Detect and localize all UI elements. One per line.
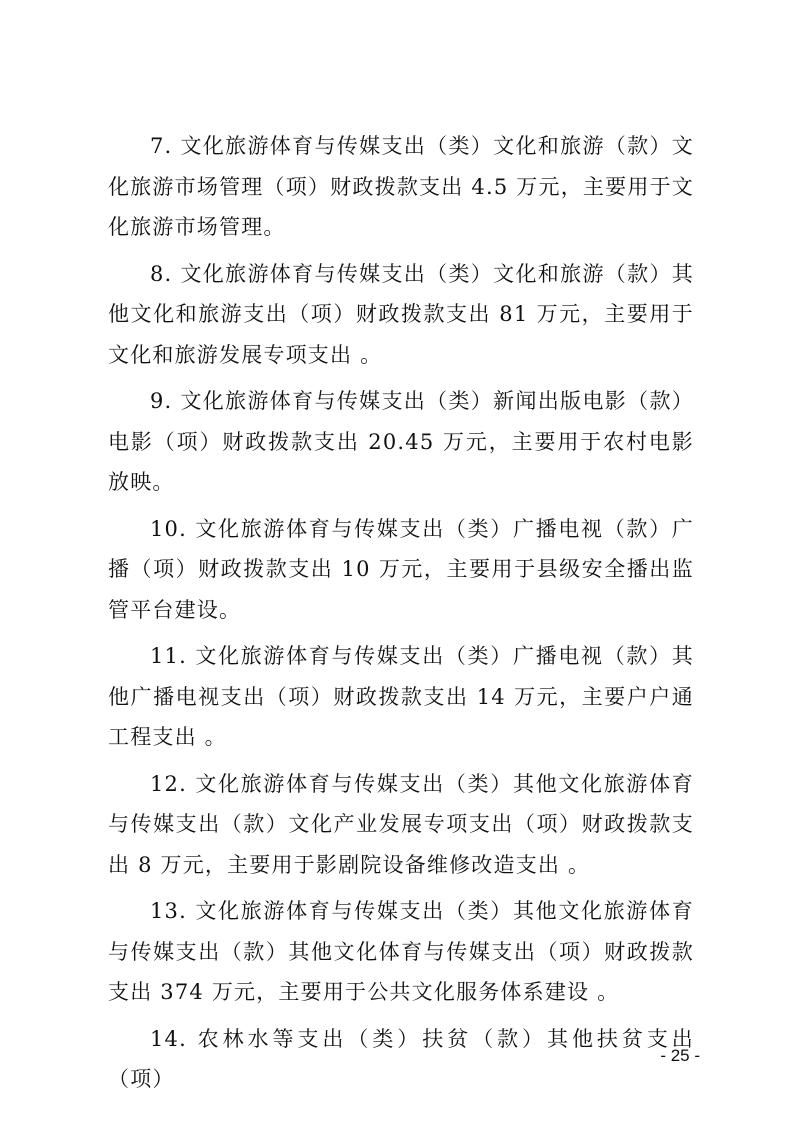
paragraph-item-10: 10. 文化旅游体育与传媒支出（类）广播电视（款）广播（项）财政拨款支出 10 万元，主要用于县级安全播出监管平台建设。: [108, 516, 694, 622]
paragraph-item-8: 8. 文化旅游体育与传媒支出（类）文化和旅游（款）其他文化和旅游支出（项）财政拨款支出 81 万元，主要用于文化和旅游发展专项支出 。: [108, 261, 694, 367]
page-number: - 25 -: [660, 1046, 700, 1065]
document-body: [108, 126, 694, 1106]
paragraph-item-9: 9. 文化旅游体育与传媒支出（类）新闻出版电影（款）电影（项）财政拨款支出 20.45 万元，主要用于农村电影放映。: [108, 389, 694, 494]
paragraph-item-14: 14. 农林水等支出（类）扶贫（款）其他扶贫支出（项）: [108, 1026, 694, 1091]
paragraph-item-11: 11. 文化旅游体育与传媒支出（类）广播电视（款）其他广播电视支出（项）财政拨款支出 14 万元，主要户户通工程支出 。: [108, 644, 694, 749]
paragraph-item-13: 13. 文化旅游体育与传媒支出（类）其他文化旅游体育与传媒支出（款）其他文化体育与传媒支出（项）财政拨款支出 374 万元，主要用于公共文化服务体系建设 。: [108, 899, 694, 1004]
paragraph-item-7: 7. 文化旅游体育与传媒支出（类）文化和旅游（款）文化旅游市场管理（项）财政拨款支出 4.5 万元，主要用于文化旅游市场管理。: [108, 134, 694, 239]
paragraph-item-12: 12. 文化旅游体育与传媒支出（类）其他文化旅游体育与传媒支出（款）文化产业发展专项支出（项）财政拨款支出 8 万元，主要用于影剧院设备维修改造支出 。: [108, 771, 694, 877]
